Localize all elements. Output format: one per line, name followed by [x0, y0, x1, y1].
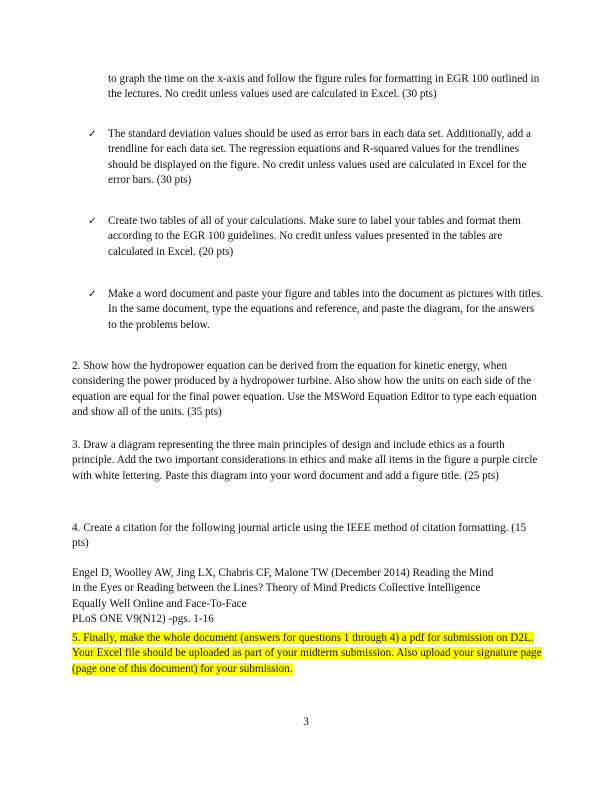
citation-line: Engel D, Woolley AW, Jing LX, Chabris CF, Malone TW (December 2014) Reading the Mind — [72, 567, 494, 579]
citation-line: in the Eyes or Reading between the Lines? Theory of Mind Predicts Collective Intelligence — [72, 582, 481, 595]
question-5 — [72, 631, 542, 677]
question-3: 3. Draw a diagram representing the three main principles of design and include ethics as a fourth principle. Add the two important considerations in ethics and make all items in the figure a purple circle with white lettering. Paste this diagram into your word document and add a figure title. (25 pts) — [72, 439, 538, 482]
highlighted-text: 5. Finally, make the whole document (answers for questions 1 through 4) a pdf for submission on D2L. Your Excel file should be uploaded as part of your midterm submission. Also upload your signature page (page one of this document) for your submission. — [72, 632, 542, 675]
checklist-item-text: Make a word document and paste your figure and tables into the document as pictures with titles. In the same document, type the equations and reference, and paste the diagram, for the answers to the problems below. — [108, 288, 544, 331]
citation — [72, 566, 542, 628]
checklist-item — [88, 287, 544, 333]
question-4: 4. Create a citation for the following journal article using the IEEE method of citation formatting. (15 pts) — [72, 522, 527, 550]
checklist-item — [88, 214, 544, 260]
continuation-text: to graph the time on the x-axis and follow the figure rules for formatting in EGR 100 outlined in the lectures. No credit unless values used are calculated in Excel. (30 pts) — [108, 73, 540, 101]
checkmark-icon: ✓ — [88, 215, 97, 227]
citation-line: Equally Well Online and Face-To-Face — [72, 597, 247, 610]
checklist-item — [88, 127, 544, 189]
question-2: 2. Show how the hydropower equation can be derived from the equation for kinetic energy, when considering the power produced by a hydropower turbine. Also show how the units on each side of the equation are equal for the final power equation. Use the MSWord Equation Editor to type each equation and show all of the units. (35 pts) — [72, 360, 537, 419]
page-number: 3 — [303, 716, 309, 728]
checklist-item-text: The standard deviation values should be used as error bars in each data set. Additionally, add a trendline for each data set. The regression equations and R-squared values for the trendlines should be displayed on the figure. No credit unless values used are calculated in Excel for the error bars. (30 pts) — [108, 128, 532, 187]
checklist-item-text: Create two tables of all of your calculations. Make sure to label your tables and format them according to the EGR 100 guidelines. No credit unless values presented in the tables are calculated in Excel. (20 pts) — [108, 215, 521, 258]
checkmark-icon: ✓ — [88, 128, 97, 140]
checkmark-icon: ✓ — [88, 288, 97, 300]
citation-line: PLoS ONE V9(N12) -pgs. 1-16 — [72, 613, 214, 626]
